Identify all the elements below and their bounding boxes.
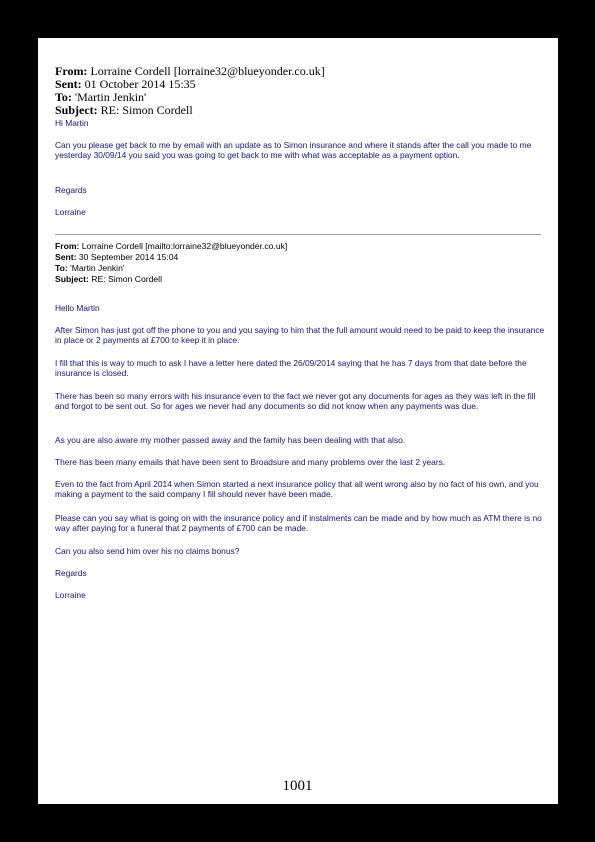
email2-sent: 30 September 2014 15:04 (78, 252, 179, 262)
email2-greeting: Hello Martin (55, 303, 100, 313)
email1-from: Lorraine Cordell [lorraine32@blueyonder.co.uk] (90, 64, 325, 78)
to-label: To: (55, 263, 68, 273)
email2-regards: Regards (55, 568, 87, 578)
email1-subject: RE: Simon Cordell (100, 103, 193, 117)
email1-header (55, 65, 545, 117)
email2-to: 'Martin Jenkin' (70, 263, 125, 273)
email1-regards: Regards (55, 185, 87, 195)
email2-paragraph-2: I fill that this is way to much to ask I have a letter here dated the 26/09/2014 saying that he has 7 days from that date before the insurance is closed. (55, 358, 527, 379)
email2-subject: RE: Simon Cordell (91, 274, 162, 284)
to-label: To: (55, 90, 72, 104)
page-number: 1001 (282, 778, 313, 794)
email2-header (55, 241, 545, 285)
email2-subject-line (55, 274, 545, 285)
email2-from: Lorraine Cordell [mailto:lorraine32@blueyonder.co.uk] (81, 241, 288, 251)
email1-subject-line (55, 104, 545, 117)
subject-label: Subject: (55, 274, 89, 284)
email-divider (55, 234, 541, 235)
email1-to: 'Martin Jenkin' (74, 90, 147, 104)
email2-to-line (55, 263, 545, 274)
email2-paragraph-4: As you are also aware my mother passed away and the family has been dealing with that also. (55, 435, 406, 445)
from-label: From: (55, 241, 80, 251)
email2-paragraph-8: Can you also send him over his no claims bonus? (55, 546, 240, 556)
document-page (38, 38, 558, 804)
email1-signature: Lorraine (55, 207, 86, 217)
email1-greeting: Hi Martin (55, 118, 89, 128)
email2-sent-line (55, 252, 545, 263)
email2-paragraph-5: There has been many emails that have been sent to Broadsure and many problems over the last 2 years. (55, 457, 446, 467)
from-label: From: (55, 64, 88, 78)
email2-signature: Lorraine (55, 590, 86, 600)
email2-paragraph-7: Please can you say what is going on with the insurance policy and if instalments can be made and by how much as ATM there is no way after paying for a funeral that 2 payments of £700 can be made. (55, 513, 542, 534)
email2-paragraph-6: Even to the fact from April 2014 when Simon started a next insurance policy that all went wrong also by no fact of his own, and you making a payment to the said company I fill should never have been made. (55, 479, 539, 500)
email1-sent: 01 October 2014 15:35 (84, 77, 196, 91)
sent-label: Sent: (55, 252, 77, 262)
email2-from-line (55, 241, 545, 252)
subject-label: Subject: (55, 103, 98, 117)
sent-label: Sent: (55, 77, 82, 91)
email2-paragraph-1: After Simon has just got off the phone to you and you saying to him that the full amount would need to be paid to keep the insurance in place or 2 payments at £700 to keep it in place. (55, 325, 545, 346)
email1-paragraph: Can you please get back to me by email with an update as to Simon insurance and where it stands after the call you made to me yesterday 30/09/14 you said you was going to get back to me with what was acceptable as a payment option. (55, 140, 532, 161)
email2-paragraph-3: There has been so many errors with his insurance even to the fact we never got any documents for ages as they was left in the fill and forgot to be sent out. So for ages we never had any documents so did not know when any payments was due. (55, 391, 536, 412)
